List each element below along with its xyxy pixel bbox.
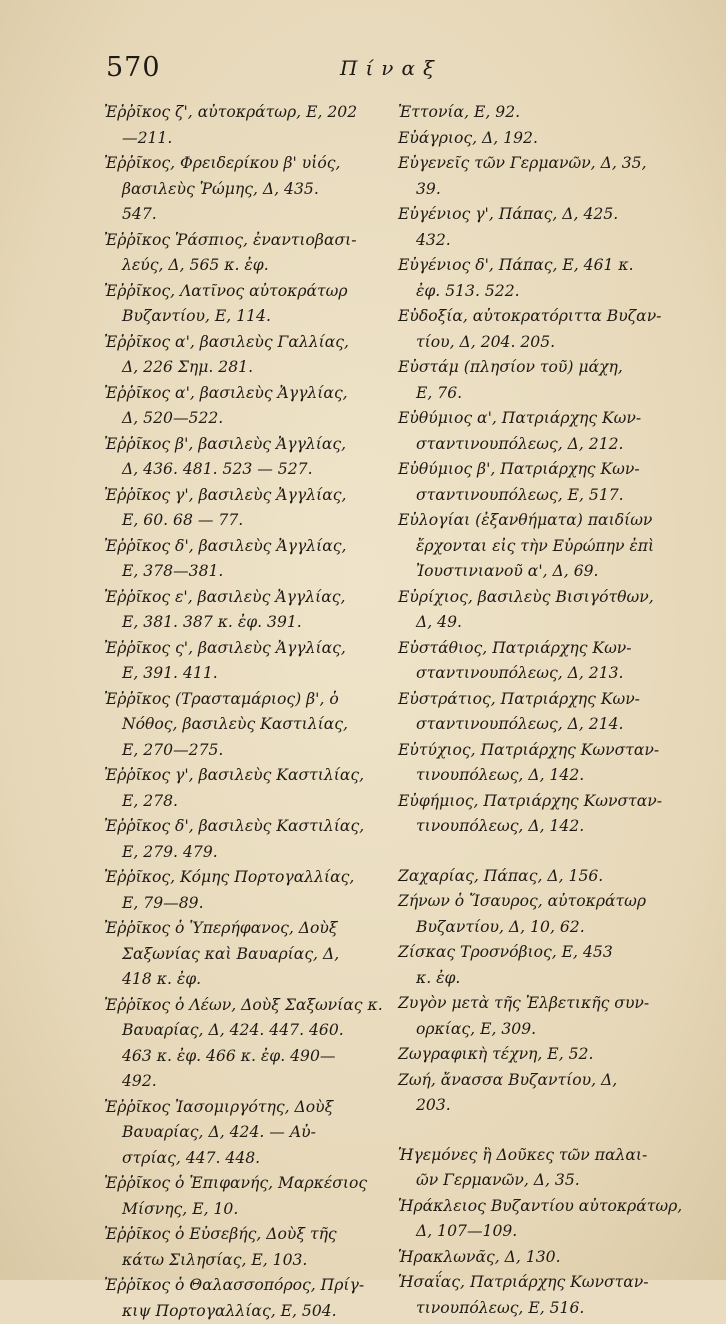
index-entry: Ζωή, ἄνασσα Βυζαντίου, Δ, 203. <box>398 1070 618 1114</box>
index-entry: Εὐλογίαι (ἐξανθήματα) παιδίων ἔρχονται εἰς τὴν Εὐρώπην ἐπὶ Ἰουστινιανοῦ α', Δ, 69. <box>398 511 655 580</box>
index-entry: Ἐῤῥῖκος ὁ Ὑπερήφανος, Δοὺξ Σαξωνίας καὶ Βαυαρίας, Δ, 418 κ. ἐφ. <box>104 919 340 988</box>
index-entry: Ἡγεμόνες ἢ Δοῦκες τῶν παλαι- ῶν Γερμανῶν, Δ, 35. <box>398 1145 648 1189</box>
index-entry: Ἐῤῥῖκος δ', βασιλεὺς Ἀγγλίας, Ε, 378—381. <box>104 536 347 580</box>
index-entry: Ἐῤῥῖκος α', βασιλεὺς Ἀγγλίας, Δ, 520—522. <box>104 383 348 427</box>
index-entry: Ζαχαρίας, Πάπας, Δ, 156. <box>398 866 604 885</box>
index-entry: Ἡσαΐας, Πατριάρχης Κωνσταν- τινουπόλεως, Ε, 516. <box>398 1273 649 1317</box>
index-column-right <box>398 100 710 1321</box>
index-entry: Ἐῤῥῖκος ζ', αὐτοκράτωρ, Ε, 202 —211. <box>104 103 358 147</box>
section-gap <box>398 840 710 864</box>
index-entry: Εὐθύμιος α', Πατριάρχης Κων- σταντινουπόλεως, Δ, 212. <box>398 409 642 453</box>
index-entry: Εὐγενεῖς τῶν Γερμανῶν, Δ, 35, 39. <box>398 154 647 198</box>
index-entry: Εὐστάμ (πλησίον τοῦ) μάχη, Ε, 76. <box>398 358 623 402</box>
running-head: Πίναξ <box>340 56 442 80</box>
index-entry: Ἡρακλωνᾶς, Δ, 130. <box>398 1247 561 1266</box>
index-entry: Ἐῤῥῖκος ε', βασιλεὺς Ἀγγλίας, Ε, 381. 387 κ. ἐφ. 391. <box>104 587 346 631</box>
index-entry: Εὐγένιος γ', Πάπας, Δ, 425. 432. <box>398 205 619 249</box>
index-entry: Ἐῤῥῖκος γ', βασιλεὺς Καστιλίας, Ε, 278. <box>104 766 365 810</box>
index-entry: Ἐῤῥῖκος δ', βασιλεὺς Καστιλίας, Ε, 279. 479. <box>104 817 365 861</box>
index-entry: Ἡράκλειος Βυζαντίου αὐτοκράτωρ, Δ, 107—109. <box>398 1196 683 1240</box>
index-entry: Ἐῤῥῖκος, Φρειδερίκου β' υἱός, βασιλεὺς Ῥώμης, Δ, 435. 547. <box>104 154 341 223</box>
index-column-left <box>104 100 386 1324</box>
index-entry: Εὐστράτιος, Πατριάρχης Κων- σταντινουπόλεως, Δ, 214. <box>398 689 640 733</box>
index-entry: Ζίσκας Τροσνόβιος, Ε, 453 κ. ἐφ. <box>398 943 613 987</box>
index-entry: Εὐθύμιος β', Πατριάρχης Κων- σταντινουπόλεως, Ε, 517. <box>398 460 640 504</box>
index-entry: Ἐῤῥῖκος γ', βασιλεὺς Ἀγγλίας, Ε, 60. 68 — 77. <box>104 485 347 529</box>
page-number: 570 <box>106 52 161 83</box>
index-entry: Ζήνων ὁ Ἴσαυρος, αὐτοκράτωρ Βυζαντίου, Δ, 10, 62. <box>398 892 647 936</box>
index-entry: Ἐῤῥῖκος Ῥάσπιος, ἐναντιοβασι- λεύς, Δ, 565 κ. ἐφ. <box>104 230 357 274</box>
index-entry: Εὐγένιος δ', Πάπας, Ε, 461 κ. ἐφ. 513. 522. <box>398 256 634 300</box>
index-entry: Εὐρίχιος, βασιλεὺς Βισιγότθων, Δ, 49. <box>398 587 654 631</box>
index-entry: Εὐστάθιος, Πατριάρχης Κων- σταντινουπόλεως, Δ, 213. <box>398 638 632 682</box>
index-entry: Εὐτύχιος, Πατριάρχης Κωνσταν- τινουπόλεως, Δ, 142. <box>398 740 660 784</box>
index-entry: Εὐφήμιος, Πατριάρχης Κωνσταν- τινουπόλεως, Δ, 142. <box>398 791 663 835</box>
index-entry: Ἐῤῥῖκος, Κόμης Πορτογαλλίας, Ε, 79—89. <box>104 868 355 912</box>
index-entry: Ἐῤῥῖκος α', βασιλεὺς Γαλλίας, Δ, 226 Σημ. 281. <box>104 332 349 376</box>
index-entry: Ἐττονία, Ε, 92. <box>398 103 521 121</box>
index-entry: Ἐῤῥῖκος Ἰασομιργότης, Δοὺξ Βαυαρίας, Δ, 424. — Αὐ- στρίας, 447. 448. <box>104 1097 334 1167</box>
index-entry: Εὐδοξία, αὐτοκρατόριττα Βυζαν- τίου, Δ, 204. 205. <box>398 307 662 351</box>
index-entry: Ἐῤῥῖκος ὁ Εὐσεβής, Δοὺξ τῆς κάτω Σιλησίας, Ε, 103. <box>104 1225 337 1269</box>
index-entry: Εὐάγριος, Δ, 192. <box>398 128 538 147</box>
index-entry: Ἐῤῥῖκος, Λατῖνος αὐτοκράτωρ Βυζαντίου, Ε, 114. <box>104 281 348 325</box>
index-entry: Ἐῤῥῖκος (Τρασταμάριος) β', ὁ Νόθος, βασιλεὺς Καστιλίας, Ε, 270—275. <box>104 689 348 759</box>
index-entry: Ἐῤῥῖκος ὁ Θαλασσοπόρος, Πρίγ- κιψ Πορτογαλλίας, Ε, 504. <box>104 1276 365 1320</box>
index-entry: Ζωγραφικὴ τέχνη, Ε, 52. <box>398 1045 594 1063</box>
index-entry: Ἐῤῥῖκος ς', βασιλεὺς Ἀγγλίας, Ε, 391. 411. <box>104 638 346 682</box>
index-entry: Ἐῤῥῖκος ὁ Ἐπιφανής, Μαρκέσιος Μίσνης, Ε, 10. <box>104 1174 368 1218</box>
section-gap <box>398 1119 710 1143</box>
index-entry: Ζυγὸν μετὰ τῆς Ἐλβετικῆς συν- ορκίας, Ε, 309. <box>398 994 650 1038</box>
index-entry: Ἐῤῥῖκος ὁ Λέων, Δοὺξ Σαξωνίας κ. Βαυαρίας, Δ, 424. 447. 460. 463 κ. ἐφ. 466 κ. ἐφ. 490— 492. <box>104 995 383 1090</box>
index-entry: Ἐῤῥῖκος β', βασιλεὺς Ἀγγλίας, Δ, 436. 481. 523 — 527. <box>104 434 347 478</box>
